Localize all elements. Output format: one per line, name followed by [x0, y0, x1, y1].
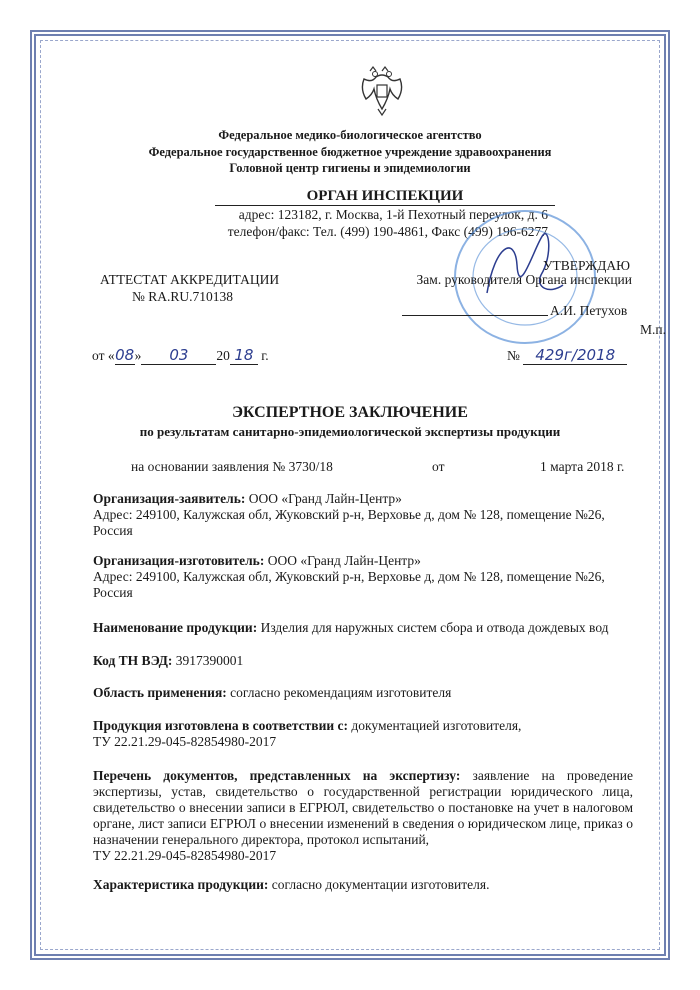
date-day: 08 [115, 346, 135, 364]
documents-value: заявление на проведение экспертизы, устав, свидетельство о государственной регистрации юридического лица, свидетельство о внесении записи в ЕГРЮЛ, свидетельство о постановке на учет в налоговом органе, лист записи ЕГРЮЛ о внесении изменений в сведения о юридическом лице, приказ о назначении генерального директора, протокол испытаний, [93, 768, 633, 847]
accreditation-label: АТТЕСТАТ АККРЕДИТАЦИИ [100, 272, 280, 287]
conformity-spec: ТУ 22.21.29-045-82854980-2017 [93, 734, 277, 749]
header-institution: Федеральное государственное бюджетное учреждение здравоохранения [148, 145, 552, 159]
organ-title: ОРГАН ИНСПЕКЦИИ [215, 188, 555, 206]
number-prefix: № [507, 348, 520, 363]
date-year: 18 [230, 346, 258, 365]
maker-label: Организация-изготовитель: [93, 553, 265, 568]
date-month: 03 [141, 346, 216, 365]
issue-date [92, 346, 269, 365]
header-center: Головной центр гигиены и эпидемиологии [229, 161, 471, 175]
code-value: 3917390001 [175, 653, 244, 668]
date-year-prefix: 20 [216, 348, 230, 363]
basis-from: от [432, 459, 445, 474]
seal-place: М.п. [640, 322, 666, 337]
maker-value: ООО «Гранд Лайн-Центр» [267, 553, 421, 568]
product-value: Изделия для наружных систем сбора и отвода дождевых вод [260, 620, 609, 635]
applicant-section [93, 491, 633, 539]
conformity-section [93, 718, 633, 750]
basis-statement: на основании заявления № 3730/18 [131, 459, 333, 474]
scope-value: согласно рекомендациям изготовителя [230, 685, 452, 700]
date-prefix: от « [92, 348, 115, 363]
conformity-value: документацией изготовителя, [351, 718, 522, 733]
documents-spec: ТУ 22.21.29-045-82854980-2017 [93, 848, 277, 863]
organ-address: адрес: 123182, г. Москва, 1-й Пехотный переулок, д. 6 [238, 207, 548, 222]
applicant-label: Организация-заявитель: [93, 491, 246, 506]
document-subtitle: по результатам санитарно-эпидемиологической экспертизы продукции [139, 424, 561, 439]
maker-section [93, 553, 633, 601]
code-section [93, 653, 633, 669]
scope-label: Область применения: [93, 685, 227, 700]
number-value: 429г/2018 [523, 346, 627, 365]
date-suffix: г. [261, 348, 269, 363]
conformity-label: Продукция изготовлена в соответствии с: [93, 718, 349, 733]
characteristics-label: Характеристика продукции: [93, 877, 269, 892]
signature-line [402, 315, 548, 316]
approver-name: А.И. Петухов [550, 303, 628, 318]
organ-phone: телефон/факс: Тел. (499) 190-4861, Факс (499) 196-6277 [227, 224, 548, 239]
characteristics-value: согласно документации изготовителя. [271, 877, 490, 892]
code-label: Код ТН ВЭД: [93, 653, 173, 668]
applicant-address: Адрес: 249100, Калужская обл, Жуковский р-н, Верховье д, дом № 128, помещение №26, Россия [93, 507, 605, 538]
coat-of-arms-icon [358, 65, 406, 117]
accreditation-number: № RA.RU.710138 [132, 289, 234, 304]
date-mid: » [134, 348, 142, 363]
approver-position: Зам. руководителя Органа инспекции [416, 272, 632, 287]
documents-section [93, 768, 633, 864]
product-section [93, 620, 633, 636]
basis-date: 1 марта 2018 г. [540, 459, 625, 474]
approve-label: УТВЕРЖДАЮ [543, 258, 631, 273]
document-title: ЭКСПЕРТНОЕ ЗАКЛЮЧЕНИЕ [232, 404, 468, 421]
header-agency: Федеральное медико-биологическое агентство [218, 128, 482, 142]
scope-section [93, 685, 633, 701]
product-label: Наименование продукции: [93, 620, 258, 635]
characteristics-section [93, 877, 633, 893]
documents-label: Перечень документов, представленных на экспертизу: [93, 768, 461, 783]
issue-number [507, 346, 627, 365]
applicant-value: ООО «Гранд Лайн-Центр» [248, 491, 402, 506]
maker-address: Адрес: 249100, Калужская обл, Жуковский р-н, Верховье д, дом № 128, помещение №26, Россия [93, 569, 605, 600]
